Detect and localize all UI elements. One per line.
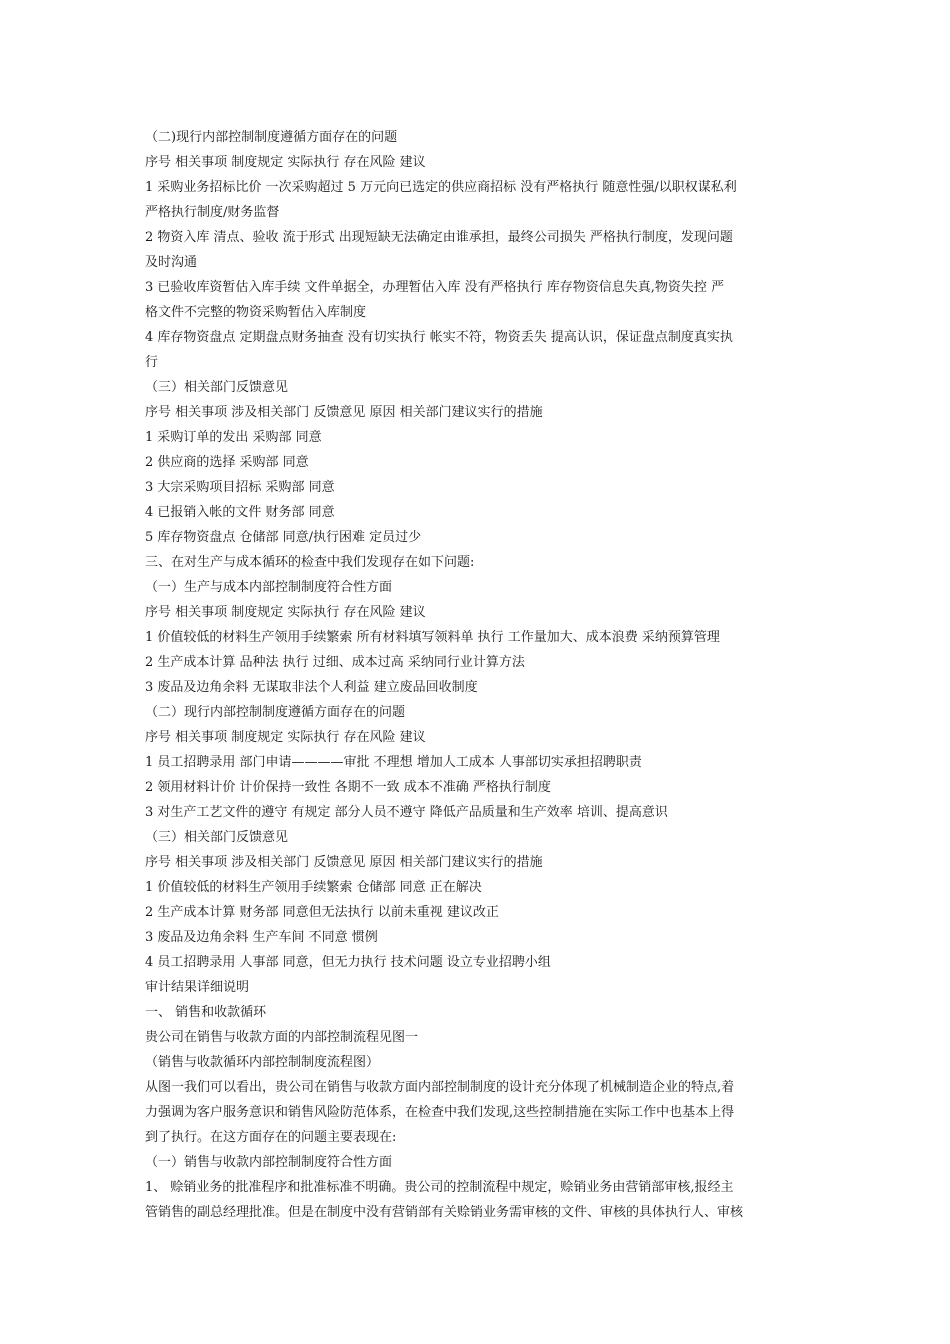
section-heading: （三）相关部门反馈意见 [145,830,289,845]
table-row: 1 员工招聘录用 部门申请————审批 不理想 增加人工成本 人事部切实承担招聘职责 [145,755,642,770]
chapter-heading: 三、在对生产与成本循环的检查中我们发现存在如下问题: [145,555,475,570]
chapter-heading: 审计结果详细说明 [145,980,250,995]
table-row: 3 对生产工艺文件的遵守 有规定 部分人员不遵守 降低产品质量和生产效率 培训、提高意识 [145,805,668,820]
table-header: 序号 相关事项 涉及相关部门 反馈意见 原因 相关部门建议实行的措施 [145,855,543,870]
table-row: 3 废品及边角余料 无谋取非法个人利益 建立废品回收制度 [145,680,478,695]
body-text: 从图一我们可以看出，贵公司在销售与收款方面内部控制制度的设计充分体现了机械制造企业的特点,着 [145,1080,735,1095]
table-row: 4 已报销入帐的文件 财务部 同意 [145,505,335,520]
section-heading: （二）现行内部控制制度遵循方面存在的问题 [145,705,406,720]
table-row-continuation: 行 [145,355,159,370]
table-row: 3 已验收库资暂估入库手续 文件单据全，办理暂估入库 没有严格执行 库存物资信息失真,物资失控 严 [145,280,725,295]
table-row: 1 采购业务招标比价 一次采购超过 5 万元向已选定的供应商招标 没有严格执行 随意性强/以职权谋私利 [145,180,737,195]
section-heading: （三）相关部门反馈意见 [145,380,289,395]
section-heading: （一）销售与收款内部控制制度符合性方面 [145,1155,393,1170]
table-header: 序号 相关事项 涉及相关部门 反馈意见 原因 相关部门建议实行的措施 [145,405,543,420]
table-row-continuation: 严格执行制度/财务监督 [145,205,280,220]
body-text: 到了执行。在这方面存在的问题主要表现在: [145,1130,397,1145]
table-row: 2 物资入库 清点、验收 流于形式 出现短缺无法确定由谁承担，最终公司损失 严格执行制度，发现问题 [145,230,733,245]
table-header: 序号 相关事项 制度规定 实际执行 存在风险 建议 [145,155,426,170]
table-row: 2 领用材料计价 计价保持一致性 各期不一致 成本不准确 严格执行制度 [145,780,551,795]
table-row: 5 库存物资盘点 仓储部 同意/执行困难 定员过少 [145,530,422,545]
table-row: 3 大宗采购项目招标 采购部 同意 [145,480,335,495]
table-row: 1 价值较低的材料生产领用手续繁索 仓储部 同意 正在解决 [145,880,482,895]
table-header: 序号 相关事项 制度规定 实际执行 存在风险 建议 [145,730,426,745]
document-page [145,125,810,1225]
table-row: 3 废品及边角余料 生产车间 不同意 惯例 [145,930,378,945]
table-row: 4 员工招聘录用 人事部 同意，但无力执行 技术问题 设立专业招聘小组 [145,955,551,970]
body-text: 管销售的副总经理批准。但是在制度中没有营销部有关赊销业务需审核的文件、审核的具体执行人、审核 [145,1205,744,1220]
body-text: 1、 赊销业务的批准程序和批准标准不明确。贵公司的控制流程中规定，赊销业务由营销部审核,报经主 [145,1180,734,1195]
table-row: 2 生产成本计算 财务部 同意但无法执行 以前未重视 建议改正 [145,905,499,920]
section-heading: （二)现行内部控制制度遵循方面存在的问题 [145,130,398,145]
body-text: 贵公司在销售与收款方面的内部控制流程见图一 [145,1030,419,1045]
section-heading: （一）生产与成本内部控制制度符合性方面 [145,580,393,595]
table-row: 2 供应商的选择 采购部 同意 [145,455,309,470]
table-row: 1 价值较低的材料生产领用手续繁索 所有材料填写领料单 执行 工作量加大、成本浪费 采纳预算管理 [145,630,720,645]
subsection-heading: 一、 销售和收款循环 [145,1005,267,1020]
figure-caption: （销售与收款循环内部控制制度流程图） [145,1055,380,1070]
table-row: 1 采购订单的发出 采购部 同意 [145,430,322,445]
table-row-continuation: 格文件不完整的物资采购暂估入库制度 [145,305,367,320]
table-row-continuation: 及时沟通 [145,255,198,270]
table-row: 2 生产成本计算 品种法 执行 过细、成本过高 采纳同行业计算方法 [145,655,525,670]
table-row: 4 库存物资盘点 定期盘点财务抽查 没有切实执行 帐实不符，物资丢失 提高认识，保证盘点制度真实执 [145,330,733,345]
body-text: 力强调为客户服务意识和销售风险防范体系，在检查中我们发现,这些控制措施在实际工作中也基本上得 [145,1105,735,1120]
table-header: 序号 相关事项 制度规定 实际执行 存在风险 建议 [145,605,426,620]
